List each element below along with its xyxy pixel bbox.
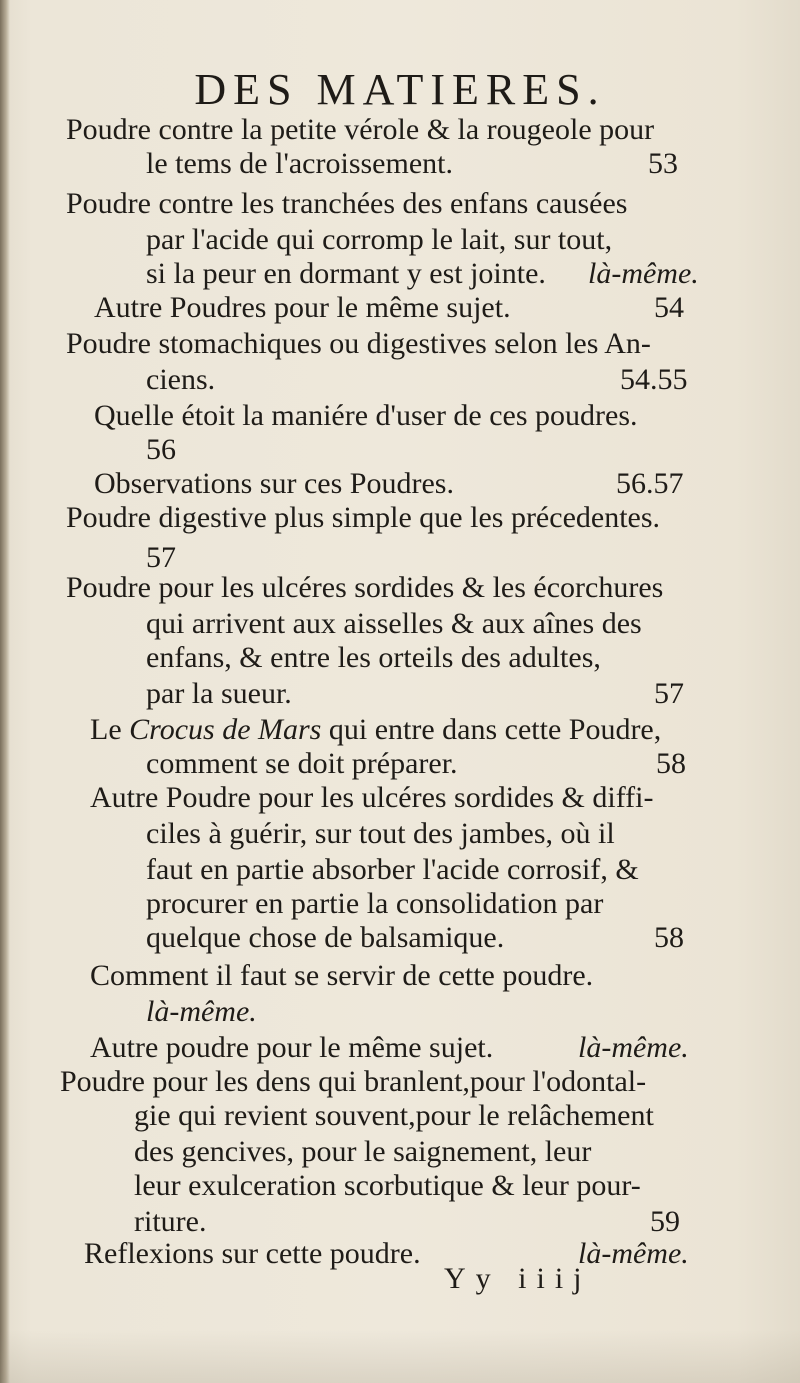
index-line <box>66 500 660 536</box>
entry-text: des gencives, pour le saignement, leur <box>134 1135 592 1168</box>
index-line <box>66 326 651 362</box>
index-line <box>94 290 511 326</box>
page-ref: 56.57 <box>616 467 684 500</box>
page-ref: là-même. <box>578 1237 689 1270</box>
entry-text: quelque chose de balsamique. <box>146 921 505 954</box>
index-line <box>146 362 215 398</box>
index-line <box>146 146 453 182</box>
entry-text: Poudre contre la petite vérole & la rougeole pour <box>66 113 655 146</box>
entry-text: comment se doit préparer. <box>146 747 458 780</box>
index-line <box>146 816 615 852</box>
entry-text: qui entre dans cette Poudre, <box>321 713 662 746</box>
index-line <box>94 398 638 434</box>
entry-text: leur exulceration scorbutique & leur pour- <box>134 1169 641 1202</box>
signature-mark: Yy iiij <box>444 1262 592 1295</box>
page-spine-shadow <box>0 0 10 1383</box>
index-line <box>60 1064 646 1100</box>
entry-text: Le <box>90 713 130 746</box>
index-line <box>146 886 603 922</box>
entry-text: Autre Poudres pour le même sujet. <box>94 291 511 324</box>
entry-text: 57 <box>146 541 176 574</box>
entry-text: Poudre stomachiques ou digestives selon les An- <box>66 327 651 360</box>
page-ref: 57 <box>654 677 684 710</box>
index-line <box>146 746 458 782</box>
page-ref: là-même. <box>578 1031 689 1064</box>
entry-text: Poudre pour les ulcéres sordides & les écorchures <box>66 571 664 604</box>
index-line <box>146 994 257 1030</box>
index-line <box>146 676 292 712</box>
entry-text: ciles à guérir, sur tout des jambes, où il <box>146 817 615 850</box>
entry-text: Poudre digestive plus simple que les précedentes. <box>66 501 661 534</box>
entry-text: là-même. <box>146 995 257 1028</box>
entry-text: Reflexions sur cette poudre. <box>84 1237 421 1270</box>
index-line <box>146 640 601 676</box>
entry-text: gie qui revient souvent,pour le relâchement <box>134 1099 654 1132</box>
entry-text: si la peur en dormant y est jointe. <box>146 257 546 290</box>
index-line <box>90 780 653 816</box>
index-line <box>84 1236 421 1272</box>
index-line <box>146 432 176 468</box>
entry-text: par l'acide qui corromp le lait, sur tout, <box>146 223 613 256</box>
index-line <box>134 1168 641 1204</box>
index-line <box>134 1098 654 1134</box>
index-line <box>66 570 663 606</box>
page-ref: 53 <box>648 147 678 180</box>
index-line <box>146 920 504 956</box>
entry-text: Observations sur ces Poudres. <box>94 467 454 500</box>
page-ref: là-même. <box>588 257 699 290</box>
entry-text: Autre poudre pour le même sujet. <box>90 1031 494 1064</box>
page-ref: 54 <box>654 291 684 324</box>
index-line <box>66 186 627 222</box>
page-ref: 58 <box>654 921 684 954</box>
entry-text: Quelle étoit la maniére d'user de ces poudres. <box>94 399 638 432</box>
index-line <box>90 712 661 748</box>
page-ref: 59 <box>650 1205 680 1238</box>
entry-text: Poudre pour les dens qui branlent,pour l'odontal- <box>60 1065 647 1098</box>
entry-text: procurer en partie la consolidation par <box>146 887 604 920</box>
index-line <box>94 466 454 502</box>
index-line <box>146 606 642 642</box>
index-line <box>146 852 639 888</box>
page-ref: 54.55 <box>620 363 688 396</box>
index-line <box>134 1134 591 1170</box>
entry-text: qui arrivent aux aisselles & aux aînes des <box>146 607 642 640</box>
entry-text: par la sueur. <box>146 677 292 710</box>
entry-text: le tems de l'acroissement. <box>146 147 453 180</box>
page-ref: 58 <box>656 747 686 780</box>
index-line <box>90 1030 493 1066</box>
entry-text: Comment il faut se servir de cette poudre. <box>90 959 594 992</box>
entry-text: faut en partie absorber l'acide corrosif, & <box>146 853 639 886</box>
index-line <box>146 256 546 292</box>
index-line <box>90 958 593 994</box>
index-line <box>66 112 654 148</box>
index-line <box>134 1204 206 1240</box>
entry-text: ciens. <box>146 363 216 396</box>
entry-text: Autre Poudre pour les ulcéres sordides & diffi- <box>90 781 654 814</box>
entry-text: 56 <box>146 433 176 466</box>
index-line <box>146 222 612 258</box>
page-bottom-edge <box>0 1330 800 1383</box>
entry-italic-text: Crocus de Mars <box>129 713 322 746</box>
entry-text: Poudre contre les tranchées des enfans causées <box>66 187 628 220</box>
page-header: DES MATIERES. <box>194 65 606 114</box>
entry-text: riture. <box>134 1205 207 1238</box>
entry-text: enfans, & entre les orteils des adultes, <box>146 641 601 674</box>
